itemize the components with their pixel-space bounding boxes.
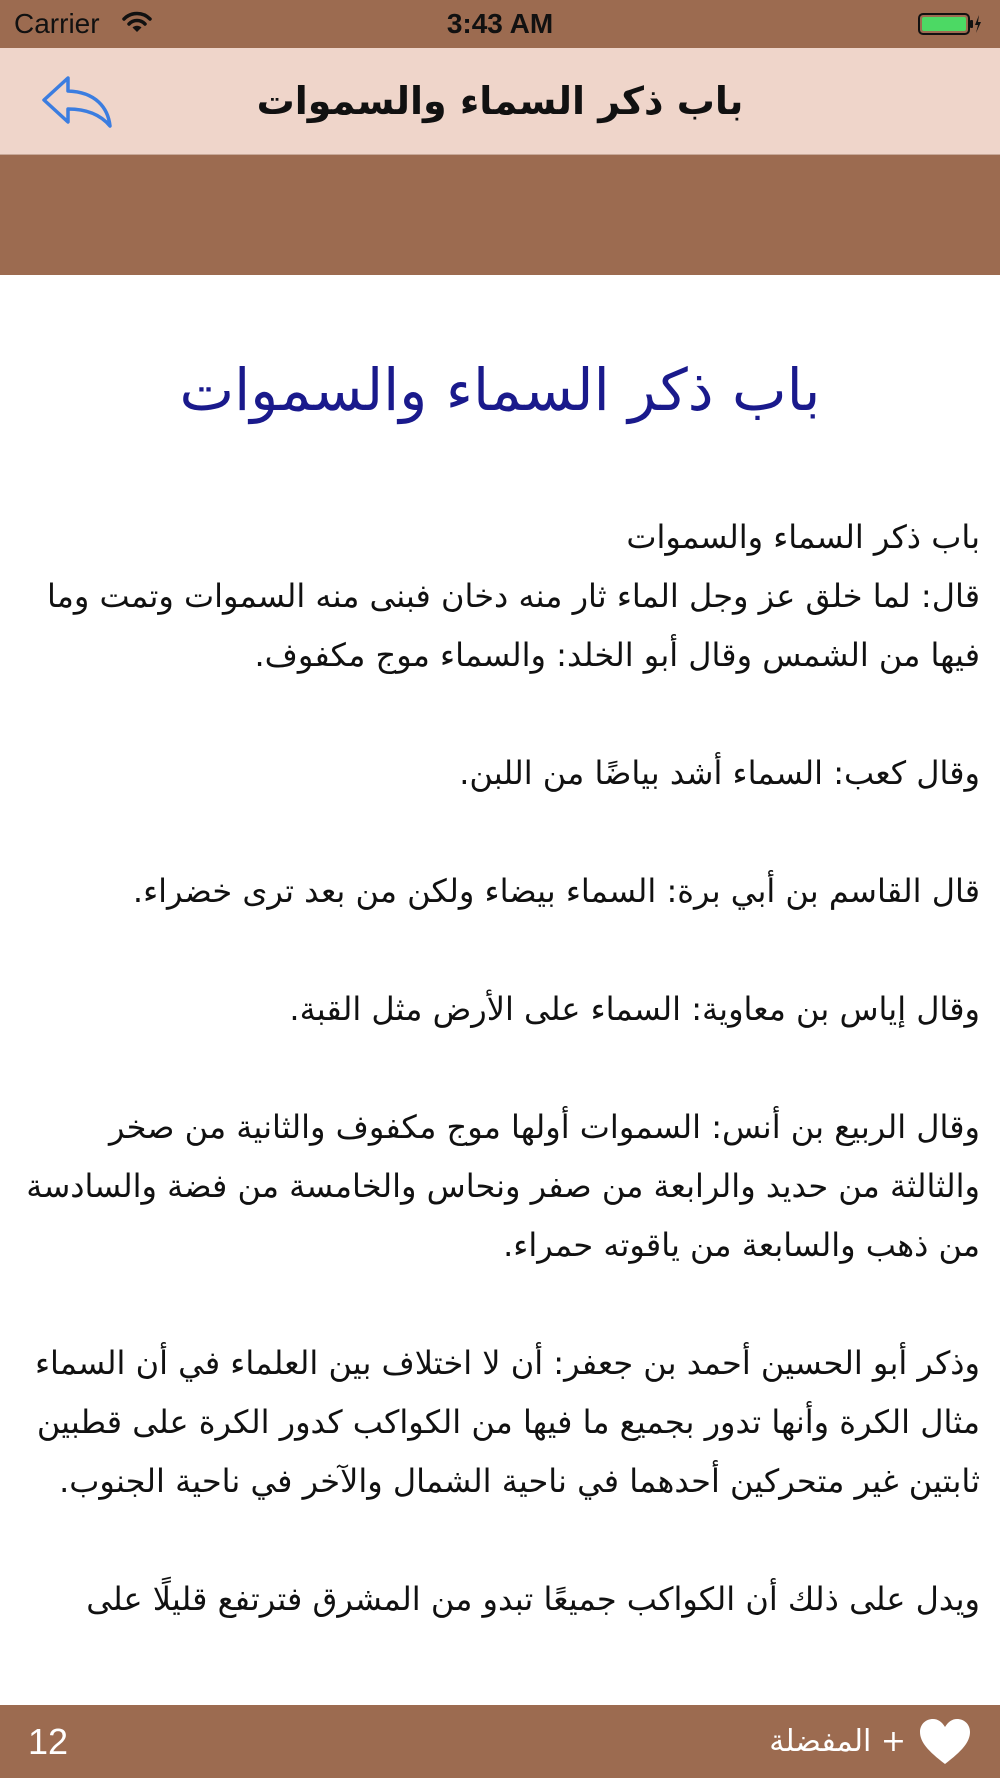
add-to-favorites-button[interactable] — [769, 1713, 972, 1770]
carrier-label: Carrier — [14, 8, 100, 39]
bottom-bar — [0, 1705, 1000, 1778]
back-button[interactable] — [38, 70, 124, 130]
paragraph: وقال الربيع بن أنس: السموات أولها موج مكفوف والثانية من صخر والثالثة من حديد والرابعة من صفر ونحاس والخامسة من فضة والسادسة من ذهب والسابعة من ياقوته حمراء. — [26, 1108, 980, 1264]
chapter-heading: باب ذكر السماء والسموات — [179, 356, 821, 424]
wifi-icon — [122, 10, 152, 34]
paragraph: وذكر أبو الحسين أحمد بن جعفر: أن لا اختلاف بين العلماء في أن السماء مثال الكرة وأنها تدور بجميع ما فيها من الكواكب كدور الكرة على قطبين ثابتين غير متحركين أحدهما في ناحية الشمال والآخر في ناحية الجنوب. — [34, 1344, 980, 1500]
paragraph: ويدل على ذلك أن الكواكب جميعًا تبدو من المشرق فترتفع قليلًا على — [86, 1580, 980, 1618]
page-number: 12 — [28, 1721, 69, 1762]
heart-icon — [918, 1718, 972, 1766]
battery-icon — [918, 12, 982, 36]
paragraph: قال: لما خلق عز وجل الماء ثار منه دخان فبنى منه السموات وتمت وما فيها من الشمس وقال أبو الخلد: والسماء موج مكفوف. — [47, 577, 980, 674]
chapter-content[interactable] — [0, 275, 1000, 1705]
status-time: 3:43 AM — [446, 8, 554, 39]
status-bar — [0, 0, 1000, 48]
nav-title: باب ذكر السماء والسموات — [256, 79, 744, 123]
reply-arrow-icon — [38, 70, 124, 130]
navigation-bar — [0, 48, 1000, 155]
paragraph: وقال إياس بن معاوية: السماء على الأرض مثل القبة. — [289, 990, 980, 1028]
paragraph: وقال كعب: السماء أشد بياضًا من اللبن. — [459, 754, 980, 792]
paragraph: قال القاسم بن أبي برة: السماء بيضاء ولكن من بعد ترى خضراء. — [132, 872, 980, 910]
favorite-label: + المفضلة — [769, 1724, 906, 1759]
chapter-body — [18, 508, 980, 1688]
header-banner — [0, 155, 1000, 275]
intro-title: باب ذكر السماء والسموات — [626, 518, 980, 556]
